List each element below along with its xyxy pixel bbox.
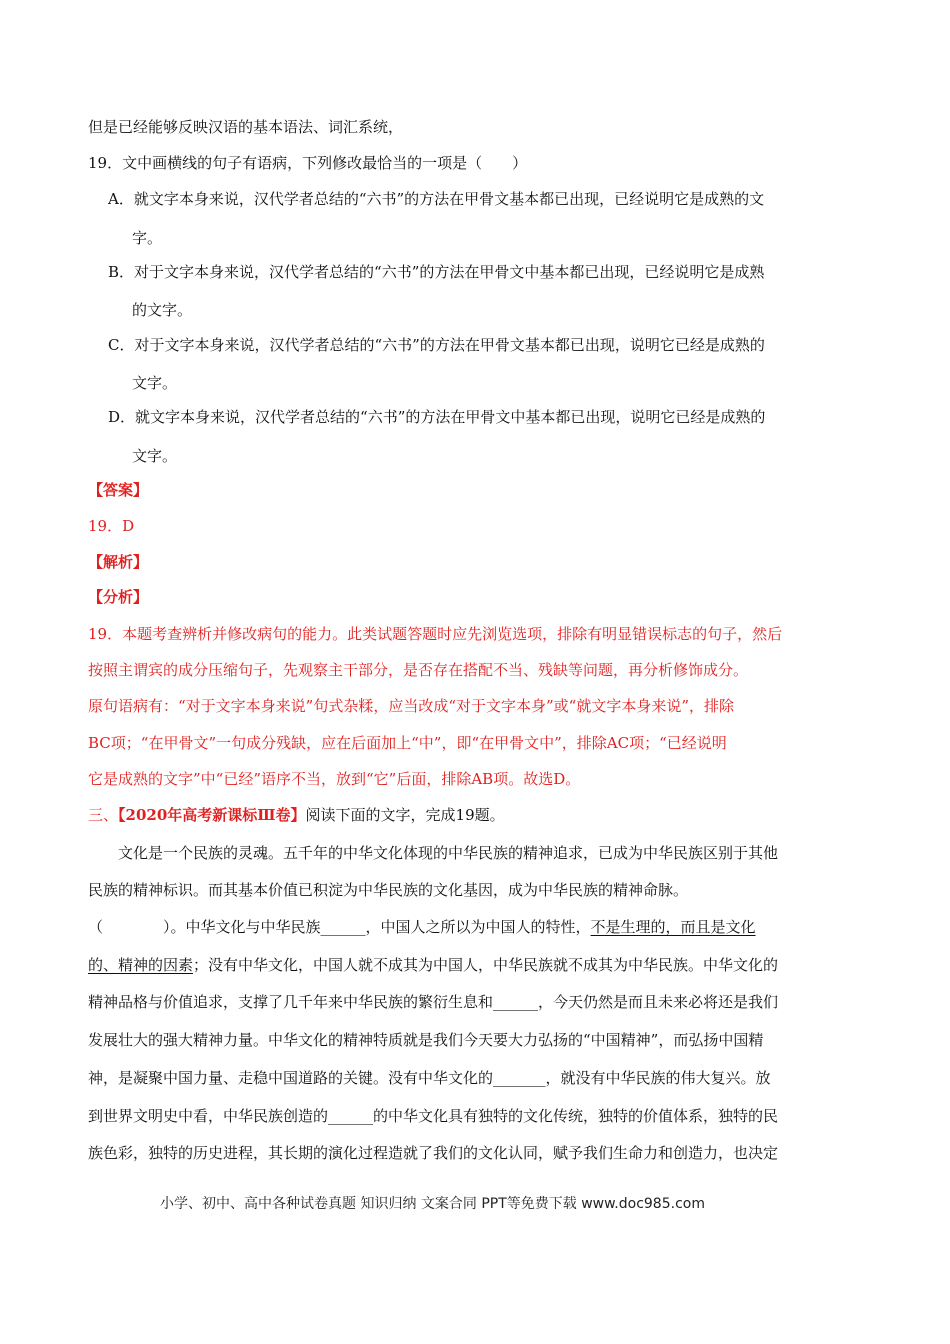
passage-line: [88, 955, 778, 975]
analysis-line: 原句语病有：“对于文字本身来说”句式杂糅，应当改成“对于文字本身”或“就文字本身来说”，排除: [88, 697, 735, 715]
option-a-line2: 字。: [132, 229, 163, 247]
answer-header: 【答案】: [88, 481, 149, 499]
passage-line: 到世界文明史中看，中华民族创造的______的中华文化具有独特的文化传统，独特的价值体系，独特的民: [88, 1107, 779, 1125]
intro-tail-text: 但是已经能够反映汉语的基本语法、词汇系统，: [88, 118, 404, 136]
option-c-line2: 文字。: [132, 374, 178, 392]
option-c-line1: C．对于文字本身来说，汉代学者总结的“六书”的方法在甲骨文基本都已出现，说明它已经是成熟的: [108, 336, 765, 354]
passage-line: 族色彩，独特的历史进程，其长期的演化过程造就了我们的文化认同，赋予我们生命力和创造力，也决定: [88, 1144, 779, 1162]
passage-line: 神，是凝聚中国力量、走稳中国道路的关键。没有中华文化的_______，就没有中华民族的伟大复兴。放: [88, 1069, 771, 1087]
fenxi-header: 【分析】: [88, 588, 149, 606]
analysis-line: 19．本题考查辨析并修改病句的能力。此类试题答题时应先浏览选项，排除有明显错误标志的句子，然后: [88, 625, 783, 643]
passage-text: ；没有中华文化，中国人就不成其为中国人，中华民族就不成其为中华民族。中华文化的: [193, 956, 779, 974]
answer-text: 19．D: [88, 517, 135, 535]
passage-line: 发展壮大的强大精神力量。中华文化的精神特质就是我们今天要大力弘扬的“中国精神”，而弘扬中国精: [88, 1031, 764, 1049]
passage-line: 民族的精神标识。而其基本价值已积淀为中华民族的文化基因，成为中华民族的精神命脉。: [88, 881, 689, 899]
page-footer: 小学、初中、高中各种试卷真题 知识归纳 文案合同 PPT等免费下载 www.doc985.com: [160, 1196, 705, 1212]
analysis-line: 它是成熟的文字”中“已经”语序不当，放到“它”后面，排除AB项。故选D。: [88, 770, 581, 788]
option-b-line2: 的文字。: [132, 301, 193, 319]
question-stem: 19．文中画横线的句子有语病，下列修改最恰当的一项是（ ）: [88, 154, 528, 172]
option-b-line1: B．对于文字本身来说，汉代学者总结的“六书”的方法在甲骨文中基本都已出现，已经说明它是成熟: [108, 263, 765, 281]
section-3-source: 【2020年高考新课标Ⅲ卷】: [118, 806, 306, 824]
analysis-line: BC项；“在甲骨文”一句成分残缺，应在后面加上“中”，即“在甲骨文中”，排除AC项；“已经说明: [88, 734, 727, 752]
underlined-sentence-part1: 不是生理的，而且是文化: [590, 918, 756, 936]
option-d-line1: D．就文字本身来说，汉代学者总结的“六书”的方法在甲骨文中基本都已出现，说明它已经是成熟的: [108, 408, 766, 426]
section-3-prefix: 三、: [88, 806, 119, 824]
passage-line: 文化是一个民族的灵魂。五千年的中华文化体现的中华民族的精神追求，已成为中华民族区别于其他: [88, 844, 779, 862]
option-a-line1: A．就文字本身来说，汉代学者总结的“六书”的方法在甲骨文基本都已出现，已经说明它是成熟的文: [108, 190, 765, 208]
section-3-instruction: 阅读下面的文字，完成19题。: [305, 806, 505, 824]
passage-line: [88, 917, 756, 937]
analysis-header: 【解析】: [88, 553, 149, 571]
option-d-line2: 文字。: [132, 447, 178, 465]
section-3-heading: [88, 805, 505, 825]
underlined-sentence-part2: 的、精神的因素: [88, 956, 194, 974]
passage-line: 精神品格与价值追求，支撑了几千年来中华民族的繁衍生息和______，今天仍然是而且未来必将还是我们: [88, 993, 779, 1011]
analysis-line: 按照主谓宾的成分压缩句子，先观察主干部分，是否存在搭配不当、残缺等问题，再分析修饰成分。: [88, 661, 749, 679]
passage-blank-sentence: （ ）。中华文化与中华民族______，中国人之所以为中国人的特性，: [88, 918, 591, 936]
